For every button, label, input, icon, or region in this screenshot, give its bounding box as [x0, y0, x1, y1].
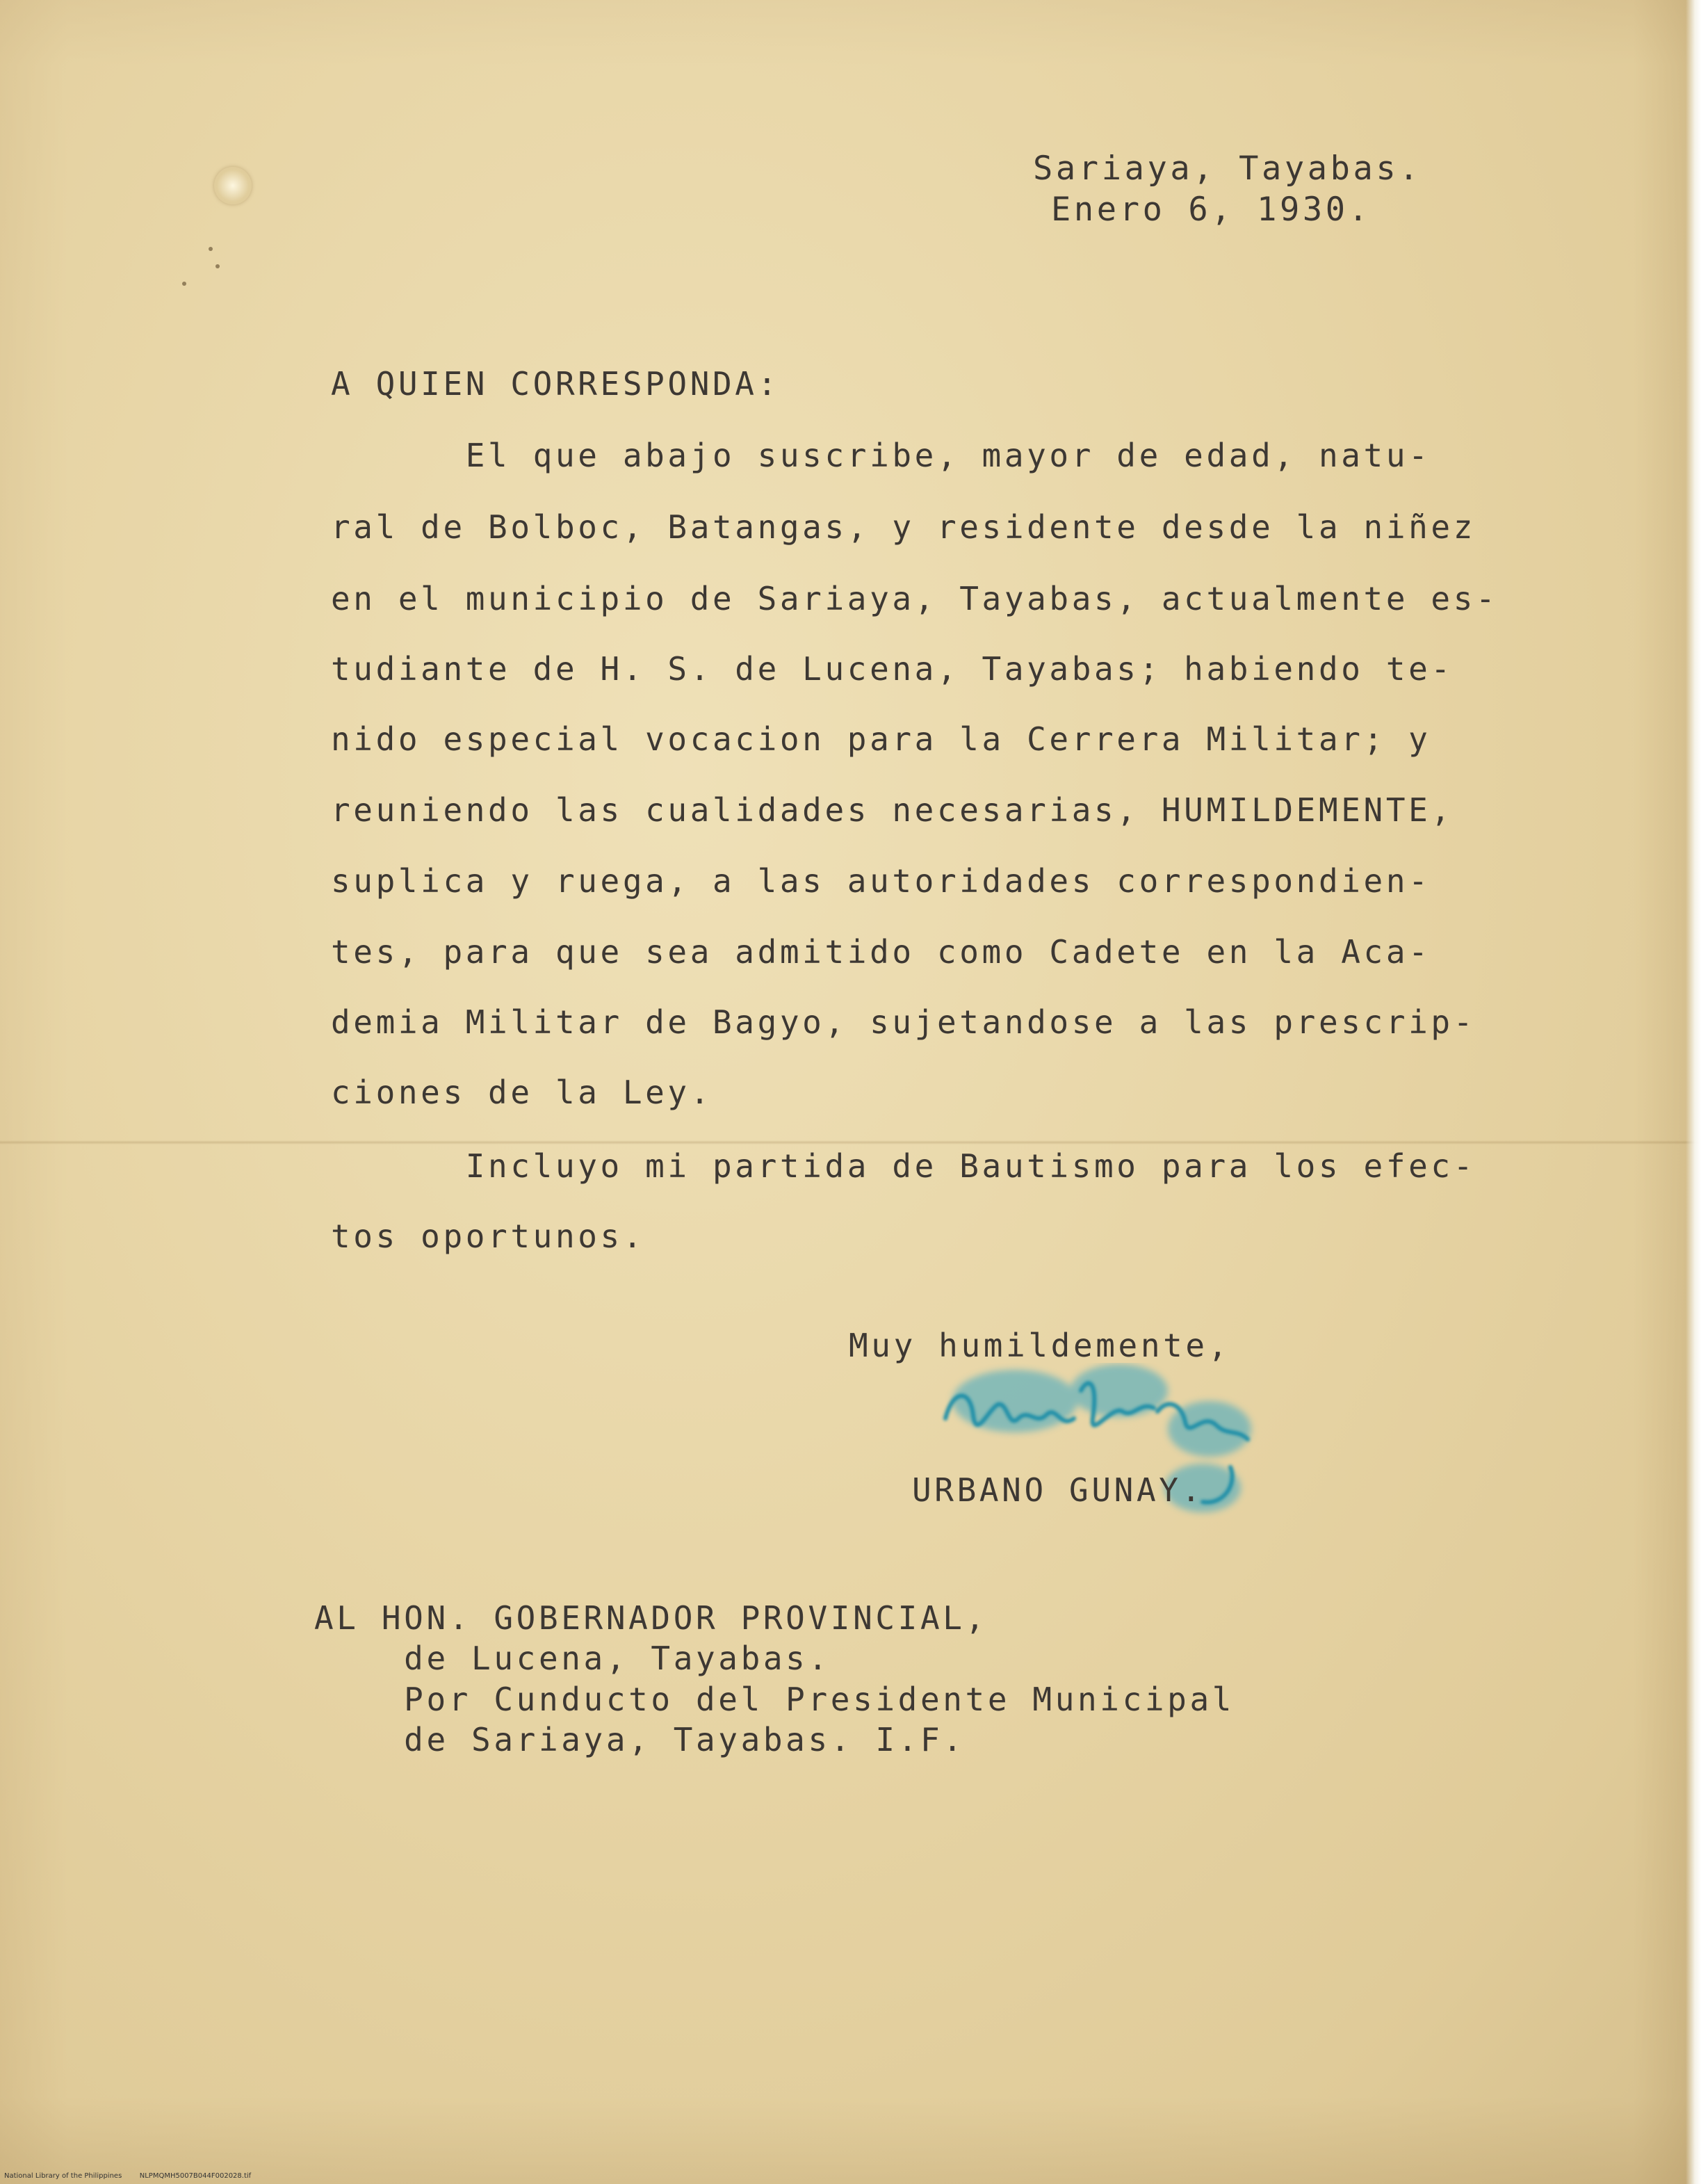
addressee-line: Por Cunducto del Presidente Municipal [314, 1681, 1235, 1718]
addressee-line: de Lucena, Tayabas. [314, 1640, 831, 1677]
body-line: en el municipio de Sariaya, Tayabas, actualmente es- [331, 580, 1499, 617]
date-line: Enero 6, 1930. [1051, 191, 1372, 229]
staple-hole [214, 167, 252, 204]
body-line: Incluyo mi partida de Bautismo para los efec- [331, 1147, 1476, 1185]
body-line: nido especial vocacion para la Cerrera Militar; y [331, 720, 1431, 758]
body-line: ciones de la Ley. [331, 1074, 713, 1111]
footer-file-id: NLPMQMH5007B044F002028.tif [139, 2172, 252, 2180]
body-line: tudiante de H. S. de Lucena, Tayabas; habiendo te- [331, 650, 1454, 688]
body-line: reuniendo las cualidades necesarias, HUMILDEMENTE, [331, 791, 1454, 829]
body-line: tes, para que sea admitido como Cadete en la Aca- [331, 933, 1431, 971]
paper-fold [0, 1140, 1701, 1144]
footer-source: National Library of the Philippines [4, 2172, 122, 2180]
scan-footer [4, 2172, 251, 2180]
addressee-line: de Sariaya, Tayabas. I.F. [314, 1721, 966, 1758]
scan-edge [1686, 0, 1701, 2184]
body-line: suplica y ruega, a las autoridades correspondien- [331, 862, 1431, 900]
body-line: ral de Bolboc, Batangas, y residente desde la niñez [331, 508, 1476, 546]
body-line: El que abajo suscribe, mayor de edad, natu- [331, 437, 1431, 474]
speck [182, 282, 186, 286]
addressee-line: AL HON. GOBERNADOR PROVINCIAL, [314, 1599, 988, 1637]
salutation: A QUIEN CORRESPONDA: [331, 365, 780, 403]
body-line: demia Militar de Bagyo, sujetandose a las prescrip- [331, 1003, 1476, 1041]
signer-name: URBANO GUNAY. [912, 1471, 1204, 1509]
closing: Muy humildemente, [849, 1327, 1231, 1364]
speck [209, 247, 213, 251]
body-line: tos oportunos. [331, 1218, 646, 1255]
place-line: Sariaya, Tayabas. [1033, 149, 1422, 188]
speck [215, 264, 220, 268]
